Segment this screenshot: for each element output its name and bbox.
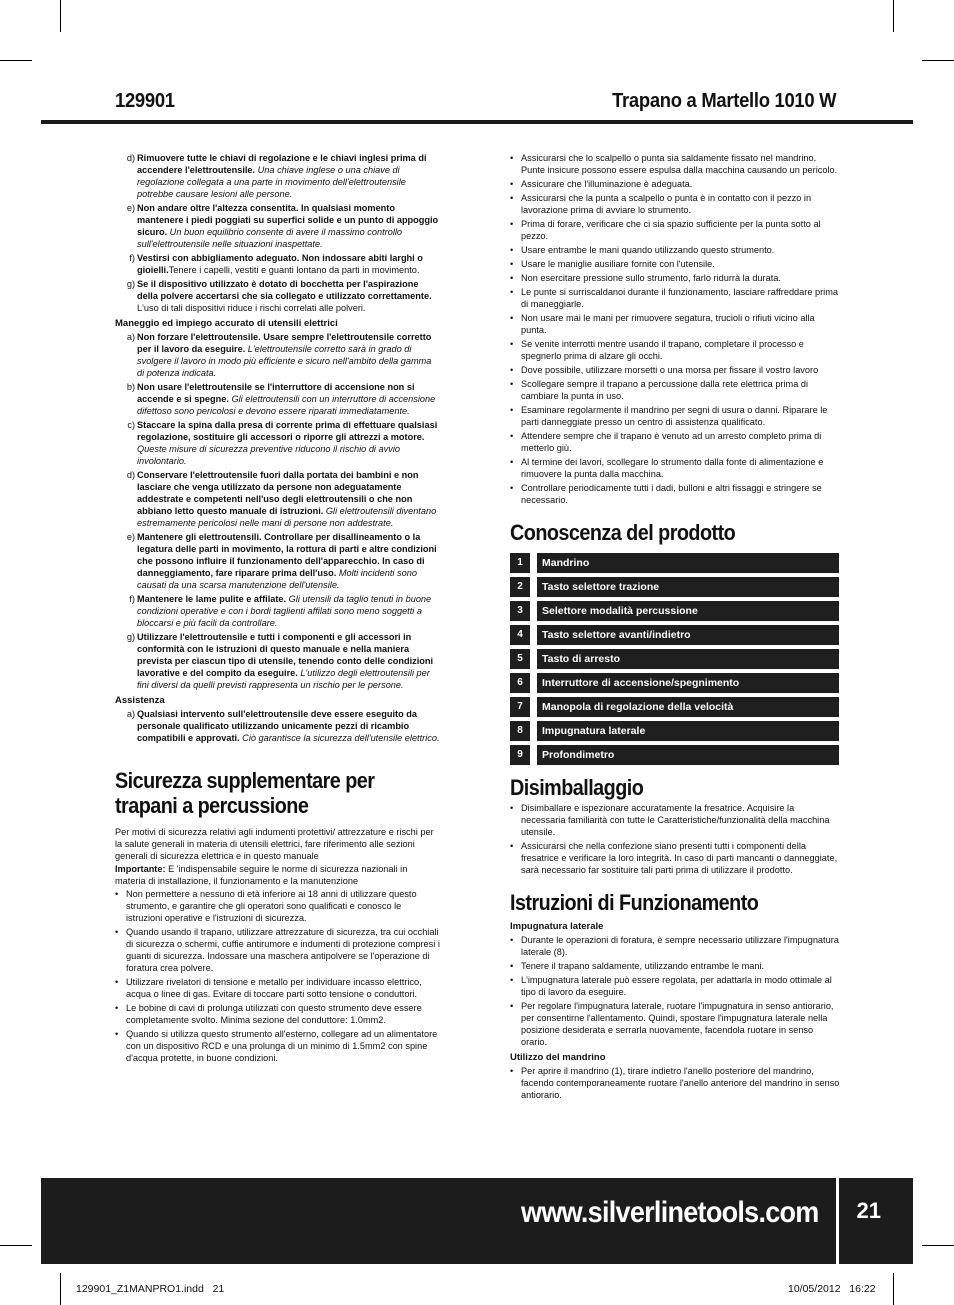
- item-bold-text: Conservare l'elettroutensile fuori dalla portata dei bambini e non lasciare che venga utilizzato da persone non adeguatamente addestrate e competenti nell'uso degli elettroutensili o che non abbiano letto questo manuale di istruzioni.: [137, 470, 419, 516]
- item-marker: f): [129, 594, 135, 604]
- item-italic-text: Gli elettroutensili con un interruttore di accensione difettoso sono pericolosi e devono essere riparati immediatamente.: [137, 394, 436, 416]
- bullet-item: • Prima di forare, verificare che ci sia spazio sufficiente per la punta sotto al pezzo.: [510, 218, 840, 242]
- bullet-list: [510, 934, 840, 1048]
- crop-mark: [60, 1273, 61, 1305]
- part-label: Mandrino: [537, 553, 839, 573]
- part-number: 3: [510, 601, 530, 621]
- item-marker: c): [127, 420, 135, 430]
- crop-mark: [0, 1245, 32, 1246]
- list-item: [115, 593, 440, 629]
- bullet-item: • Assicurare che l'illuminazione è adeguata.: [510, 178, 840, 190]
- file-slug: 129901_Z1MANPRO1.indd 21: [76, 1283, 225, 1295]
- crop-mark: [922, 1245, 954, 1246]
- footer-band: [41, 1178, 913, 1264]
- bullet-list: [510, 1065, 840, 1101]
- subsection-title: Assistenza: [115, 695, 165, 706]
- part-label: Impugnatura laterale: [537, 721, 839, 741]
- item-bold-text: Se il dispositivo utilizzato è dotato di bocchetta per l'aspirazione della polvere accertarsi che sia collegato e utilizzato correttamente.: [137, 279, 432, 301]
- item-marker: d): [126, 470, 135, 480]
- part-label: Tasto selettore avanti/indietro: [537, 625, 839, 645]
- bullet-item: • Non permettere a nessuno di età inferiore ai 18 anni di utilizzare questo strumento, e garantire che gli operatori sono qualificati e conosco le istruzioni operative e l'istruzioni di sicurezza.: [115, 888, 440, 924]
- bullet-item: • Per regolare l'impugnatura laterale, ruotare l'impugnatura in senso antiorario, per consentirne l'allentamento. Quindi, spostare l'impugnatura laterale nella posizione desiderata e serrarla nuovamente, facendola ruotare in senso orario.: [510, 1000, 840, 1048]
- part-row: [510, 673, 839, 693]
- part-row: [510, 745, 839, 765]
- footer-divider: [836, 1178, 839, 1264]
- part-number: 8: [510, 721, 530, 741]
- list-item: [115, 631, 440, 691]
- bullet-item: • Le bobine di cavi di prolunga utilizzati con questo strumento deve essere completamente svolto. Minima sezione del conduttore: 1.0mm2.: [115, 1002, 440, 1026]
- item-plain-text: Tenere i capelli, vestiti e guanti lontano da parti in movimento.: [168, 265, 420, 275]
- item-marker: e): [126, 203, 135, 213]
- item-marker: g): [126, 279, 135, 289]
- item-bold-text: Vestirsi con abbigliamento adeguato. Non indossare abiti larghi o gioielli.: [137, 253, 423, 275]
- bullet-item: • Assicurarsi che nella confezione siano presenti tutti i componenti della fresatrice e verificare la loro integrità. In caso di parti mancanti o danneggiate, sarà necessario far sostituire tali parti prima di utilizzare il prodotto.: [510, 840, 840, 876]
- bullet-item: • Controllare periodicamente tutti i dadi, bulloni e altri fissaggi e stringere se necessario.: [510, 482, 840, 506]
- part-row: [510, 601, 839, 621]
- item-bold-text: Mantenere le lame pulite e affilate.: [137, 594, 287, 604]
- item-marker: a): [126, 332, 135, 342]
- crop-mark: [60, 0, 61, 32]
- crop-mark: [922, 60, 954, 61]
- part-row: [510, 697, 839, 717]
- website-link[interactable]: www.silverlinetools.com: [521, 1196, 819, 1229]
- bullet-list: [510, 152, 840, 506]
- bullet-item: • Le punte si surriscaldanoi durante il funzionamento, lasciare raffreddare prima di maneggiarle.: [510, 286, 840, 310]
- bullet-item: • Se venite interrotti mentre usando il trapano, completare il processo e spegnerlo prima di alzare gli occhi.: [510, 338, 840, 362]
- safety-list-top: [115, 152, 440, 314]
- bullet-item: • Utilizzare rivelatori di tensione e metallo per individuare incasso elettrico, acqua o linee di gas. Evitare di toccare parti sotto tensione o conduttori.: [115, 976, 440, 1000]
- bullet-item: • Quando si utilizza questo strumento all'esterno, collegare ad un alimentatore con un dispositivo RCD e una prolunga di un minimo di 1.5mm2 con spine d'acqua protette, in buone condizioni.: [115, 1028, 440, 1064]
- list-item: [115, 419, 440, 467]
- page-header: [115, 86, 837, 120]
- part-label: Profondimetro: [537, 745, 839, 765]
- bullet-item: • Usare le maniglie ausiliare fornite con l'utensile.: [510, 258, 840, 270]
- list-item: [115, 469, 440, 529]
- date-slug: 10/05/2012 16:22: [788, 1283, 876, 1295]
- part-number: 1: [510, 553, 530, 573]
- item-italic-text: L'elettroutensile corretto sarà in grado di svolgere il lavoro in modo più efficiente e sicuro nell'ambito della gamma di potenza indicata.: [137, 344, 432, 378]
- bullet-item: • Scollegare sempre il trapano a percussione dalla rete elettrica prima di cambiare la punta in uso.: [510, 378, 840, 402]
- part-label: Interruttore di accensione/spegnimento: [537, 673, 839, 693]
- parts-list: [510, 553, 839, 765]
- bullet-item: • Usare entrambe le mani quando utilizzando questo strumento.: [510, 244, 840, 256]
- item-italic-text: Gli elettroutensili diventano estremamente pericolosi nelle mani di persone non addestrate.: [137, 506, 437, 528]
- list-item: [115, 531, 440, 591]
- right-column: [510, 152, 840, 1103]
- item-plain-text: L'uso di tali dispositivi riduce i rischi correlati alle polveri.: [137, 303, 366, 313]
- left-column: [115, 152, 440, 1066]
- item-bold-text: Non forzare l'elettroutensile. Usare sempre l'elettroutensile corretto per il lavoro da eseguire.: [137, 332, 432, 354]
- item-bold-text: Rimuovere tutte le chiavi di regolazione e le chiavi inglesi prima di accendere l'elettroutensile.: [137, 153, 427, 175]
- item-italic-text: Una chiave inglese o una chiave di regolazione collegata a una parte in movimento dell'elettroutensile potrebbe causare lesioni alle persone.: [137, 165, 406, 199]
- part-number: 7: [510, 697, 530, 717]
- part-label: Manopola di regolazione della velocità: [537, 697, 839, 717]
- item-marker: b): [126, 382, 135, 392]
- item-bold-text: Staccare la spina dalla presa di corrente prima di effettuare qualsiasi regolazione, sostituire gli accessori o riporre gli attrezzi a motore.: [137, 420, 438, 442]
- list-item: [115, 708, 440, 744]
- bullet-item: • Disimballare e ispezionare accuratamente la fresatrice. Acquisire la necessaria familiarità con tutte le Caratteristiche/funzionalità della macchina utensile.: [510, 802, 840, 838]
- item-marker: e): [126, 532, 135, 542]
- part-label: Tasto di arresto: [537, 649, 839, 669]
- important-paragraph: [115, 863, 440, 887]
- part-label: Selettore modalità percussione: [537, 601, 839, 621]
- part-number: 2: [510, 577, 530, 597]
- bullet-item: • Attendere sempre che il trapano è venuto ad un arresto completo prima di metterlo giù.: [510, 430, 840, 454]
- intro-paragraph: Per motivi di sicurezza relativi agli indumenti protettivi/ attrezzature e rischi per la salute generali in materia di utensili elettrici, fare riferimento alle sezioni generali di sicurezza elettrica e in questo manuale: [115, 827, 434, 861]
- subsection-title: Impugnatura laterale: [510, 921, 604, 932]
- safety-list-tools: [115, 331, 440, 691]
- part-row: [510, 649, 839, 669]
- item-italic-text: Ciò garantisce la sicurezza dell'utensile elettrico.: [239, 733, 440, 743]
- part-number: 6: [510, 673, 530, 693]
- section-heading: Istruzioni di Funzionamento: [510, 890, 759, 915]
- bullet-item: • Per aprire il mandrino (1), tirare indietro l'anello posteriore del mandrino, facendo contemporaneamente ruotare l'anello anteriore del mandrino in senso antiorario.: [510, 1065, 840, 1101]
- part-number: 5: [510, 649, 530, 669]
- list-item: [115, 331, 440, 379]
- part-row: [510, 577, 839, 597]
- bullet-item: • L'impugnatura laterale può essere regolata, per adattarla in modo ottimale al tipo di lavoro da eseguire.: [510, 974, 840, 998]
- section-heading: Sicurezza supplementare per trapani a percussione: [115, 768, 375, 818]
- list-item: [115, 381, 440, 417]
- item-italic-text: Gli utensili da taglio tenuti in buone condizioni operative e con i bordi taglienti affilati sono meno soggetti a bloccarsi e più facili da controllare.: [137, 594, 432, 628]
- item-bold-text: Non usare l'elettroutensile se l'interruttore di accensione non si accende e si spegne.: [137, 382, 415, 404]
- item-italic-text: Queste misure di sicurezza preventive riducono il rischio di avvio involontario.: [137, 444, 400, 466]
- part-number: 9: [510, 745, 530, 765]
- important-label: Importante:: [115, 864, 166, 874]
- product-code: 129901: [115, 90, 175, 112]
- part-number: 4: [510, 625, 530, 645]
- list-item: [115, 278, 440, 314]
- item-italic-text: L'utilizzo degli elettroutensili per fini diversi da quelli previsti rappresenta un rischio per le persone.: [137, 668, 430, 690]
- subsection-title: Maneggio ed impiego accurato di utensili elettrici: [115, 318, 338, 329]
- item-bold-text: Qualsiasi intervento sull'elettroutensile deve essere eseguito da personale qualificato utilizzando unicamente pezzi di ricambio compatibili e approvati.: [137, 709, 417, 743]
- important-text: E 'indispensabile seguire le norme di sicurezza nazionali in materia di installazione, il funzionamento e la manutenzione: [115, 864, 408, 886]
- page-number: 21: [856, 1198, 881, 1223]
- list-item: [115, 152, 440, 200]
- bullet-item: • Esaminare regolarmente il mandrino per segni di usura o danni. Riparare le parti danneggiate presso un centro di assistenza qualificato.: [510, 404, 840, 428]
- bullet-item: • Assicurarsi che lo scalpello o punta sia saldamente fissato nel mandrino. Punte insicure possono essere espulsa dalla macchina causando un pericolo.: [510, 152, 840, 176]
- subsection-title: Utilizzo del mandrino: [510, 1052, 606, 1063]
- item-bold-text: Utilizzare l'elettroutensile e tutti i componenti e gli accessori in conformità con le istruzioni di questo manuale e nella maniera prevista per ciascun tipo di utensile, tenendo conto delle condizioni lavorative e del compito da eseguire.: [137, 632, 434, 678]
- section-heading: Conoscenza del prodotto: [510, 520, 736, 545]
- item-bold-text: Non andare oltre l'altezza consentita. In qualsiasi momento mantenere i piedi poggiati su superfici solide e un punto di appoggio sicuro.: [137, 203, 439, 237]
- item-marker: d): [126, 153, 135, 163]
- item-marker: a): [126, 709, 135, 719]
- bullet-item: • Assicurarsi che la punta a scalpello o punta è in contatto con il pezzo in lavorazione prima di avviare lo strumento.: [510, 192, 840, 216]
- bullet-item: • Durante le operazioni di foratura, è sempre necessario utilizzare l'impugnatura laterale (8).: [510, 934, 840, 958]
- crop-mark: [0, 60, 32, 61]
- part-row: [510, 625, 839, 645]
- list-item: [115, 202, 440, 250]
- bullet-item: • Tenere il trapano saldamente, utilizzando entrambe le mani.: [510, 960, 840, 972]
- section-heading: Disimballaggio: [510, 775, 644, 800]
- bullet-item: • Al termine dei lavori, scollegare lo strumento dalla fonte di alimentazione e rimuovere la punta dalla macchina.: [510, 456, 840, 480]
- item-bold-text: Mantenere gli elettroutensili. Controllare per disallineamento o la legatura delle parti in movimento, la rottura di parti e altre condizioni che possono influire il funzionamento dell'apparecchio. In caso di danneggiamento, fare riparare prima dell'uso.: [137, 532, 437, 578]
- bullet-list: [115, 888, 440, 1064]
- item-marker: f): [129, 253, 135, 263]
- bullet-item: • Non esercitare pressione sullo strumento, farlo ridurrà la durata.: [510, 272, 840, 284]
- crop-mark: [893, 1273, 894, 1305]
- part-row: [510, 553, 839, 573]
- bullet-item: • Quando usando il trapano, utilizzare attrezzature di sicurezza, tra cui occhiali di sicurezza o schermi, cuffie antirumore e indumenti di protezione compresi i guanti di sicurezza. Indossare una maschera antipolvere se l'operazione di foratura crea polvere.: [115, 926, 440, 974]
- part-label: Tasto selettore trazione: [537, 577, 839, 597]
- bullet-item: • Non usare mai le mani per rimuovere segatura, trucioli o rifiuti vicino alla punta.: [510, 312, 840, 336]
- header-rule: [41, 120, 913, 124]
- bullet-list: [510, 802, 840, 876]
- part-row: [510, 721, 839, 741]
- crop-mark: [893, 0, 894, 32]
- item-marker: g): [126, 632, 135, 642]
- bullet-item: • Dove possibile, utilizzare morsetti o una morsa per fissare il vostro lavoro: [510, 364, 840, 376]
- list-item: [115, 252, 440, 276]
- item-italic-text: Molti incidenti sono causati da una scarsa manutenzione dell'utensile.: [137, 568, 417, 590]
- item-italic-text: Un buon equilibrio consente di avere il massimo controllo sull'elettroutensile nelle situazioni inaspettate.: [137, 227, 403, 249]
- page-title: Trapano a Martello 1010 W: [612, 90, 837, 112]
- safety-list-assistance: [115, 708, 440, 744]
